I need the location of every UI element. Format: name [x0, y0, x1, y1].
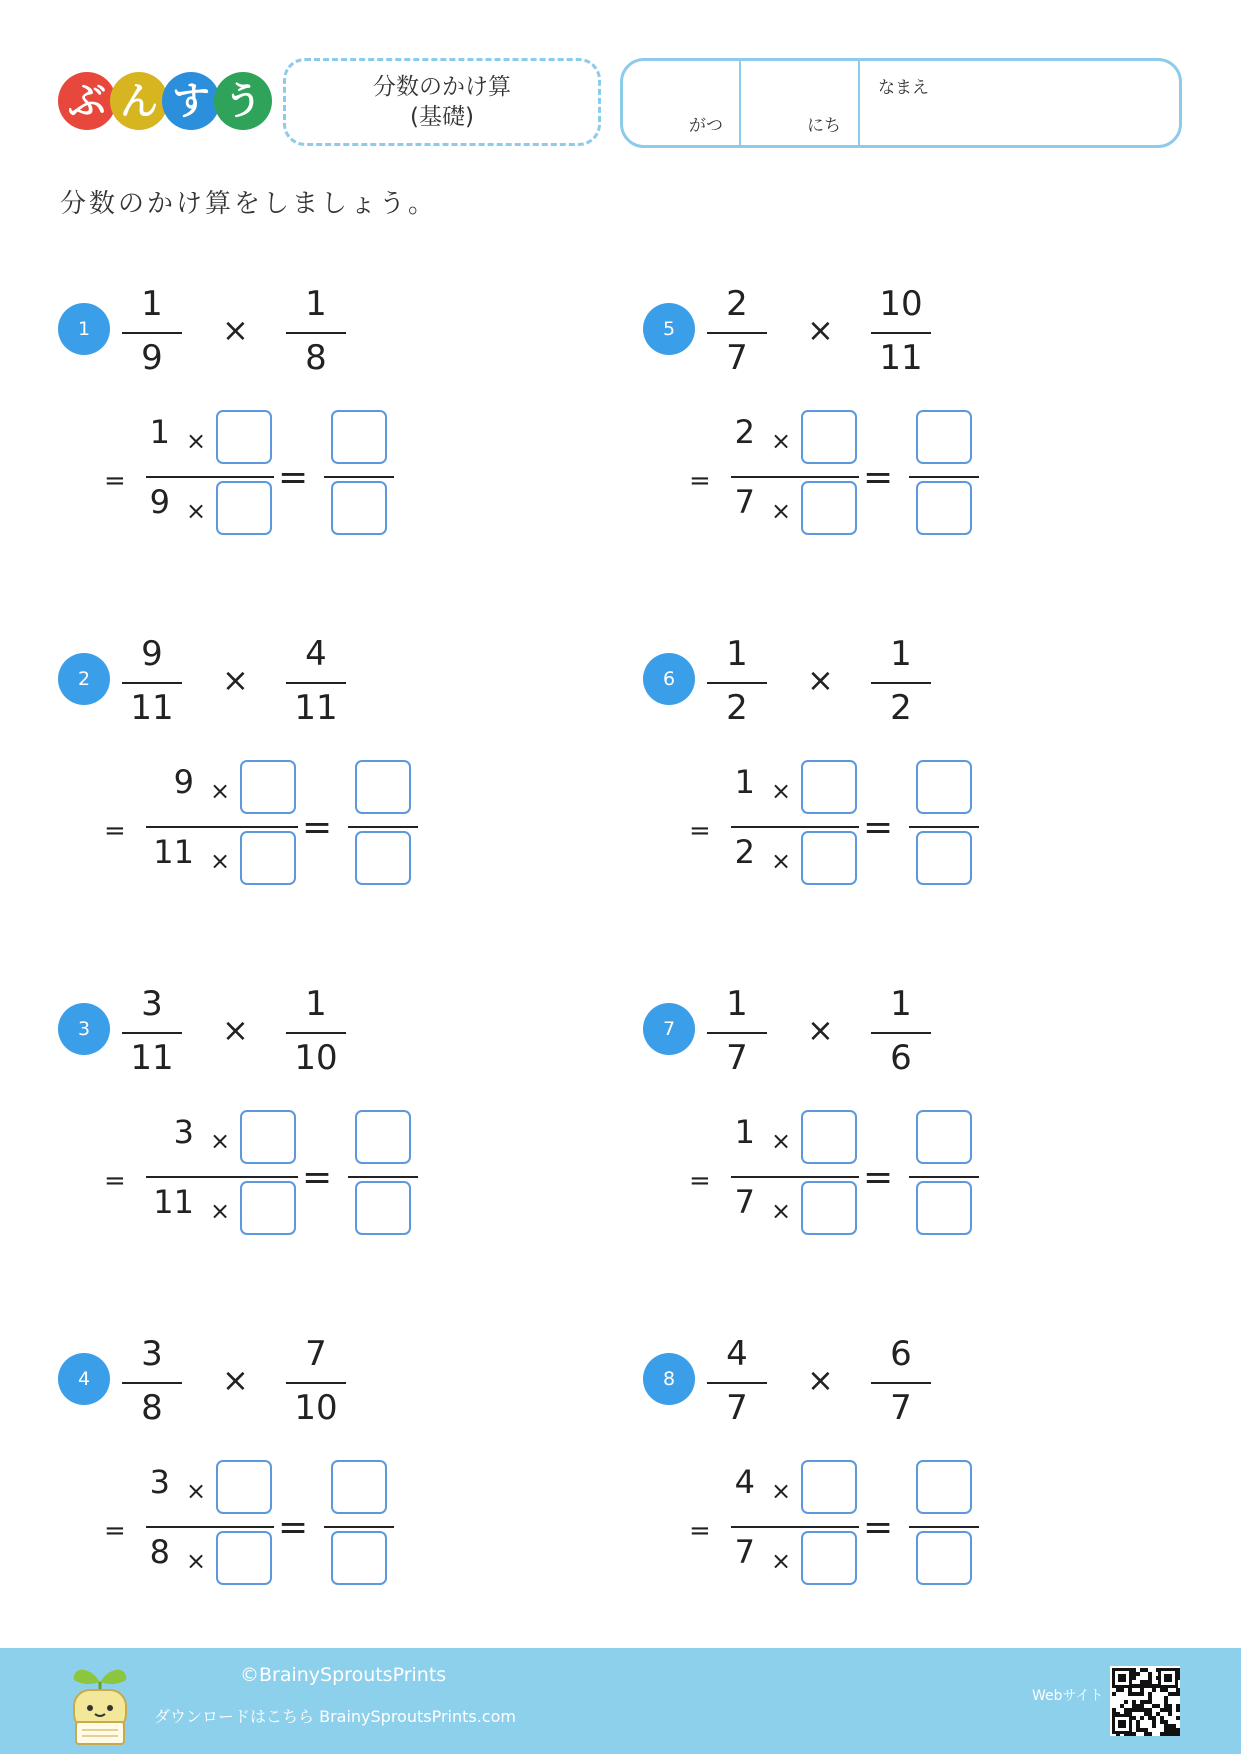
logo-char: う — [214, 72, 272, 130]
equals-sign: = — [104, 1166, 126, 1196]
problem-number: 6 — [643, 653, 695, 705]
work-denominator: 11 — [153, 833, 194, 871]
work-multiply-sign: × — [210, 847, 231, 875]
fraction-bar — [731, 1526, 859, 1528]
work-numerator: 3 — [173, 1113, 194, 1151]
denominator: 7 — [726, 338, 748, 378]
worksheet-title — [283, 58, 601, 146]
fraction-bar — [909, 1176, 979, 1178]
answer-box[interactable] — [916, 760, 972, 814]
equals-sign: = — [689, 816, 711, 846]
work-multiply-sign: × — [771, 1477, 792, 1505]
download-link[interactable]: ダウンロードはこちら BrainySproutsPrints.com — [154, 1707, 516, 1726]
logo-char: ん — [110, 72, 168, 130]
fraction-bar — [731, 826, 859, 828]
work-multiply-sign: × — [771, 1127, 792, 1155]
numerator: 2 — [726, 284, 748, 324]
problem-7 — [643, 976, 1203, 1276]
problem-number: 1 — [58, 303, 110, 355]
footer — [0, 1648, 1241, 1754]
numerator: 9 — [141, 634, 163, 674]
equals-sign: = — [302, 807, 333, 848]
fraction-bar — [146, 476, 274, 478]
fraction-bar — [286, 1032, 346, 1034]
problem-8 — [643, 1326, 1203, 1626]
fraction-bar — [122, 682, 182, 684]
multiply-sign: × — [222, 1361, 249, 1399]
work-denominator: 7 — [734, 1183, 755, 1221]
equals-sign: = — [689, 1166, 711, 1196]
denominator: 11 — [130, 688, 174, 728]
answer-box[interactable] — [801, 1460, 857, 1514]
fraction-bar — [909, 826, 979, 828]
answer-box[interactable] — [801, 410, 857, 464]
problem-3 — [58, 976, 618, 1276]
answer-box[interactable] — [916, 1181, 972, 1235]
fraction-bar — [286, 682, 346, 684]
numerator: 7 — [305, 1334, 327, 1374]
answer-box[interactable] — [355, 1110, 411, 1164]
mascot-icon — [66, 1660, 134, 1748]
logo-char: ぶ — [58, 72, 116, 130]
fraction-bar — [707, 1382, 767, 1384]
fraction-bar — [324, 1526, 394, 1528]
answer-box[interactable] — [916, 410, 972, 464]
denominator: 8 — [305, 338, 327, 378]
answer-box[interactable] — [801, 1181, 857, 1235]
fraction-bar — [324, 476, 394, 478]
denominator: 6 — [890, 1038, 912, 1078]
fraction-bar — [146, 1176, 298, 1178]
work-numerator: 2 — [734, 413, 755, 451]
equals-sign: = — [278, 457, 309, 498]
fraction-bar — [146, 826, 298, 828]
denominator: 7 — [726, 1038, 748, 1078]
work-multiply-sign: × — [186, 1547, 207, 1575]
equals-sign: = — [278, 1507, 309, 1548]
answer-box[interactable] — [331, 481, 387, 535]
equals-sign: = — [302, 1157, 333, 1198]
fraction-bar — [871, 1382, 931, 1384]
fraction-bar — [871, 682, 931, 684]
work-multiply-sign: × — [771, 497, 792, 525]
day-label: にち — [807, 116, 841, 136]
work-denominator: 8 — [149, 1533, 170, 1571]
fraction-bar — [286, 1382, 346, 1384]
equals-sign: = — [689, 1516, 711, 1546]
title-line1: 分数のかけ算 — [373, 74, 511, 100]
multiply-sign: × — [807, 1011, 834, 1049]
numerator: 4 — [726, 1334, 748, 1374]
equals-sign: = — [863, 457, 894, 498]
numerator: 3 — [141, 984, 163, 1024]
numerator: 1 — [890, 634, 912, 674]
website-label: Webサイト — [1032, 1688, 1104, 1704]
answer-box[interactable] — [216, 410, 272, 464]
equals-sign: = — [689, 466, 711, 496]
problem-2 — [58, 626, 618, 926]
denominator: 7 — [726, 1388, 748, 1428]
answer-box[interactable] — [801, 1531, 857, 1585]
problem-number: 7 — [643, 1003, 695, 1055]
answer-box[interactable] — [331, 1531, 387, 1585]
work-multiply-sign: × — [771, 777, 792, 805]
instruction: 分数のかけ算をしましょう。 — [60, 189, 438, 219]
divider — [739, 61, 741, 145]
fraction-bar — [348, 826, 418, 828]
work-multiply-sign: × — [771, 847, 792, 875]
work-numerator: 1 — [734, 763, 755, 801]
month-label: がつ — [689, 116, 723, 136]
work-denominator: 9 — [149, 483, 170, 521]
answer-box[interactable] — [355, 760, 411, 814]
answer-box[interactable] — [240, 1110, 296, 1164]
answer-box[interactable] — [216, 481, 272, 535]
equals-sign: = — [104, 816, 126, 846]
date-name-box — [620, 58, 1182, 148]
work-multiply-sign: × — [771, 1197, 792, 1225]
numerator: 4 — [305, 634, 327, 674]
work-denominator: 2 — [734, 833, 755, 871]
multiply-sign: × — [807, 311, 834, 349]
work-denominator: 7 — [734, 483, 755, 521]
numerator: 1 — [726, 634, 748, 674]
denominator: 2 — [726, 688, 748, 728]
logo-char: す — [162, 72, 220, 130]
equals-sign: = — [863, 807, 894, 848]
fraction-bar — [146, 1526, 274, 1528]
work-multiply-sign: × — [771, 1547, 792, 1575]
fraction-bar — [707, 1032, 767, 1034]
numerator: 1 — [890, 984, 912, 1024]
work-multiply-sign: × — [210, 1197, 231, 1225]
denominator: 8 — [141, 1388, 163, 1428]
work-multiply-sign: × — [210, 777, 231, 805]
problem-1 — [58, 276, 618, 576]
work-multiply-sign: × — [186, 1477, 207, 1505]
fraction-bar — [871, 1032, 931, 1034]
numerator: 1 — [141, 284, 163, 324]
problem-number: 8 — [643, 1353, 695, 1405]
denominator: 11 — [879, 338, 923, 378]
problem-5 — [643, 276, 1203, 576]
answer-box[interactable] — [331, 1460, 387, 1514]
problem-number: 5 — [643, 303, 695, 355]
fraction-bar — [707, 332, 767, 334]
problem-number: 3 — [58, 1003, 110, 1055]
denominator: 7 — [890, 1388, 912, 1428]
numerator: 1 — [305, 284, 327, 324]
problem-number: 2 — [58, 653, 110, 705]
numerator: 10 — [879, 284, 923, 324]
answer-box[interactable] — [916, 1460, 972, 1514]
denominator: 11 — [130, 1038, 174, 1078]
fraction-bar — [122, 332, 182, 334]
answer-box[interactable] — [240, 1181, 296, 1235]
work-multiply-sign: × — [210, 1127, 231, 1155]
logo — [58, 72, 268, 134]
equals-sign: = — [863, 1507, 894, 1548]
answer-box[interactable] — [355, 831, 411, 885]
answer-box[interactable] — [355, 1181, 411, 1235]
fraction-bar — [122, 1032, 182, 1034]
answer-box[interactable] — [916, 1531, 972, 1585]
fraction-bar — [871, 332, 931, 334]
numerator: 3 — [141, 1334, 163, 1374]
multiply-sign: × — [222, 1011, 249, 1049]
work-multiply-sign: × — [186, 497, 207, 525]
problem-4 — [58, 1326, 618, 1626]
copyright: ©BrainySproutsPrints — [240, 1664, 447, 1686]
qr-code-icon[interactable] — [1110, 1666, 1180, 1736]
work-multiply-sign: × — [771, 427, 792, 455]
work-numerator: 9 — [173, 763, 194, 801]
answer-box[interactable] — [216, 1531, 272, 1585]
denominator: 9 — [141, 338, 163, 378]
numerator: 1 — [726, 984, 748, 1024]
answer-box[interactable] — [240, 760, 296, 814]
fraction-bar — [707, 682, 767, 684]
work-numerator: 3 — [149, 1463, 170, 1501]
answer-box[interactable] — [801, 831, 857, 885]
multiply-sign: × — [807, 1361, 834, 1399]
answer-box[interactable] — [240, 831, 296, 885]
answer-box[interactable] — [916, 1110, 972, 1164]
answer-box[interactable] — [801, 481, 857, 535]
answer-box[interactable] — [916, 481, 972, 535]
answer-box[interactable] — [331, 410, 387, 464]
work-numerator: 1 — [149, 413, 170, 451]
equals-sign: = — [104, 1516, 126, 1546]
numerator: 1 — [305, 984, 327, 1024]
work-denominator: 11 — [153, 1183, 194, 1221]
multiply-sign: × — [222, 661, 249, 699]
work-numerator: 4 — [734, 1463, 755, 1501]
title-line2: (基礎) — [410, 104, 474, 130]
fraction-bar — [731, 476, 859, 478]
multiply-sign: × — [807, 661, 834, 699]
fraction-bar — [731, 1176, 859, 1178]
multiply-sign: × — [222, 311, 249, 349]
fraction-bar — [348, 1176, 418, 1178]
fraction-bar — [286, 332, 346, 334]
name-label: なまえ — [878, 78, 929, 98]
numerator: 6 — [890, 1334, 912, 1374]
denominator: 10 — [294, 1038, 338, 1078]
answer-box[interactable] — [216, 1460, 272, 1514]
answer-box[interactable] — [801, 1110, 857, 1164]
work-multiply-sign: × — [186, 427, 207, 455]
denominator: 2 — [890, 688, 912, 728]
fraction-bar — [122, 1382, 182, 1384]
divider — [858, 61, 860, 145]
problem-6 — [643, 626, 1203, 926]
denominator: 11 — [294, 688, 338, 728]
problem-number: 4 — [58, 1353, 110, 1405]
fraction-bar — [909, 476, 979, 478]
fraction-bar — [909, 1526, 979, 1528]
equals-sign: = — [104, 466, 126, 496]
denominator: 10 — [294, 1388, 338, 1428]
answer-box[interactable] — [801, 760, 857, 814]
answer-box[interactable] — [916, 831, 972, 885]
equals-sign: = — [863, 1157, 894, 1198]
work-denominator: 7 — [734, 1533, 755, 1571]
work-numerator: 1 — [734, 1113, 755, 1151]
